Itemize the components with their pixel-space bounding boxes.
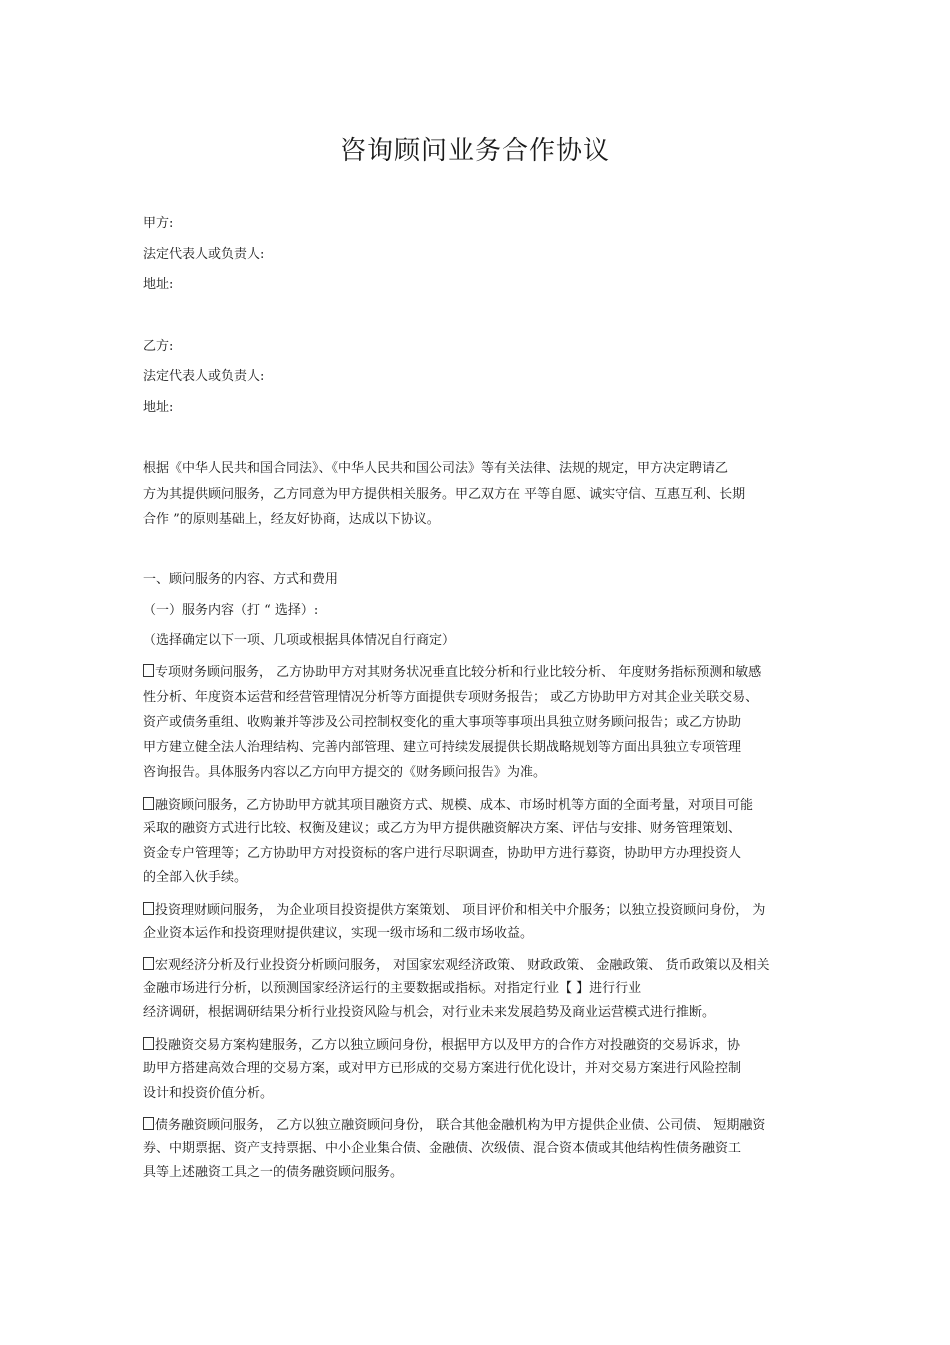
- option-line: 甲方建立健全法人治理结构、完善内部管理、建立可持续发展提供长期战略规划等方面出具独立专项管理: [143, 740, 742, 755]
- option-checkbox[interactable]: [143, 902, 154, 915]
- option-line: 具等上述融资工具之一的债务融资顾问服务。: [143, 1165, 404, 1180]
- party-b-rep-label: 法定代表人或负责人:: [143, 369, 265, 384]
- preamble-line: 合作 ”的原则基础上，经友好协商，达成以下协议。: [143, 512, 440, 527]
- section-note: （选择确定以下一项、几项或根据具体情况自行商定）: [143, 633, 456, 648]
- option-line: 融资顾问服务，乙方协助甲方就其项目融资方式、规模、成本、市场时机等方面的全面考量，对项目可能: [143, 797, 753, 815]
- party-b-address-label: 地址:: [143, 400, 174, 415]
- option-checkbox[interactable]: [143, 664, 154, 677]
- option-line: 金融市场进行分析，以预测国家经济运行的主要数据或指标。对指定行业【 】进行行业: [143, 981, 642, 996]
- party-a-rep-label: 法定代表人或负责人:: [143, 247, 265, 262]
- option-line: 助甲方搭建高效合理的交易方案，或对甲方已形成的交易方案进行优化设计，并对交易方案进行风险控制: [143, 1061, 742, 1076]
- option-line: 咨询报告。具体服务内容以乙方向甲方提交的《财务顾问报告》为准。: [143, 765, 547, 780]
- party-a-label: 甲方:: [143, 216, 174, 231]
- option-line: 企业资本运作和投资理财提供建议，实现一级市场和二级市场收益。: [143, 926, 534, 941]
- section-heading: 一、顾问服务的内容、方式和费用: [143, 572, 339, 587]
- option-line: 资金专户管理等；乙方协助甲方对投资标的客户进行尽职调查，协助甲方进行募资，协助甲方办理投资人: [143, 846, 742, 861]
- section-sub-heading: （一）服务内容（打 “ 选择）:: [143, 603, 319, 618]
- option-line: 券、中期票据、资产支持票据、中小企业集合债、金融债、次级债、混合资本债或其他结构性债务融资工: [143, 1141, 742, 1156]
- party-b-label: 乙方:: [143, 339, 174, 354]
- option-line: 经济调研，根据调研结果分析行业投资风险与机会，对行业未来发展趋势及商业运营模式进行推断。: [143, 1005, 716, 1020]
- option-checkbox[interactable]: [143, 1037, 154, 1050]
- option-checkbox[interactable]: [143, 957, 154, 970]
- party-a-address-label: 地址:: [143, 277, 174, 292]
- option-line: 投融资交易方案构建服务，乙方以独立顾问身份，根据甲方以及甲方的合作方对投融资的交易诉求，协: [143, 1037, 740, 1055]
- preamble-line: 根据《中华人民共和国合同法》、《中华人民共和国公司法》等有关法律、法规的规定，甲方决定聘请乙: [143, 461, 729, 476]
- option-line: 投资理财顾问服务， 为企业项目投资提供方案策划、 项目评价和相关中介服务；以独立投资顾问身份， 为: [143, 902, 765, 920]
- option-line: 债务融资顾问服务， 乙方以独立融资顾问身份， 联合其他金融机构为甲方提供企业债、公司债、 短期融资: [143, 1117, 765, 1135]
- option-line: 宏观经济分析及行业投资分析顾问服务， 对国家宏观经济政策、 财政政策、 金融政策、 货币政策以及相关: [143, 957, 770, 975]
- option-line: 的全部入伙手续。: [143, 870, 248, 885]
- option-line: 资产或债务重组、收购兼并等涉及公司控制权变化的重大事项等事项出具独立财务顾问报告；或乙方协助: [143, 715, 742, 730]
- option-line: 性分析、年度资本运营和经营管理情况分析等方面提供专项财务报告； 或乙方协助甲方对其企业关联交易、: [143, 690, 759, 705]
- page-title: 咨询顾问业务合作协议: [339, 136, 610, 166]
- option-line: 专项财务顾问服务， 乙方协助甲方对其财务状况垂直比较分析和行业比较分析、 年度财务指标预测和敏感: [143, 664, 761, 682]
- option-line: 采取的融资方式进行比较、权衡及建议；或乙方为甲方提供融资解决方案、评估与安排、财务管理策划、: [143, 821, 742, 836]
- option-checkbox[interactable]: [143, 797, 154, 810]
- option-line: 设计和投资价值分析。: [143, 1086, 274, 1101]
- option-checkbox[interactable]: [143, 1117, 154, 1130]
- preamble-line: 方为其提供顾问服务，乙方同意为甲方提供相关服务。甲乙双方在 平等自愿、诚实守信、互惠互利、长期: [143, 487, 746, 502]
